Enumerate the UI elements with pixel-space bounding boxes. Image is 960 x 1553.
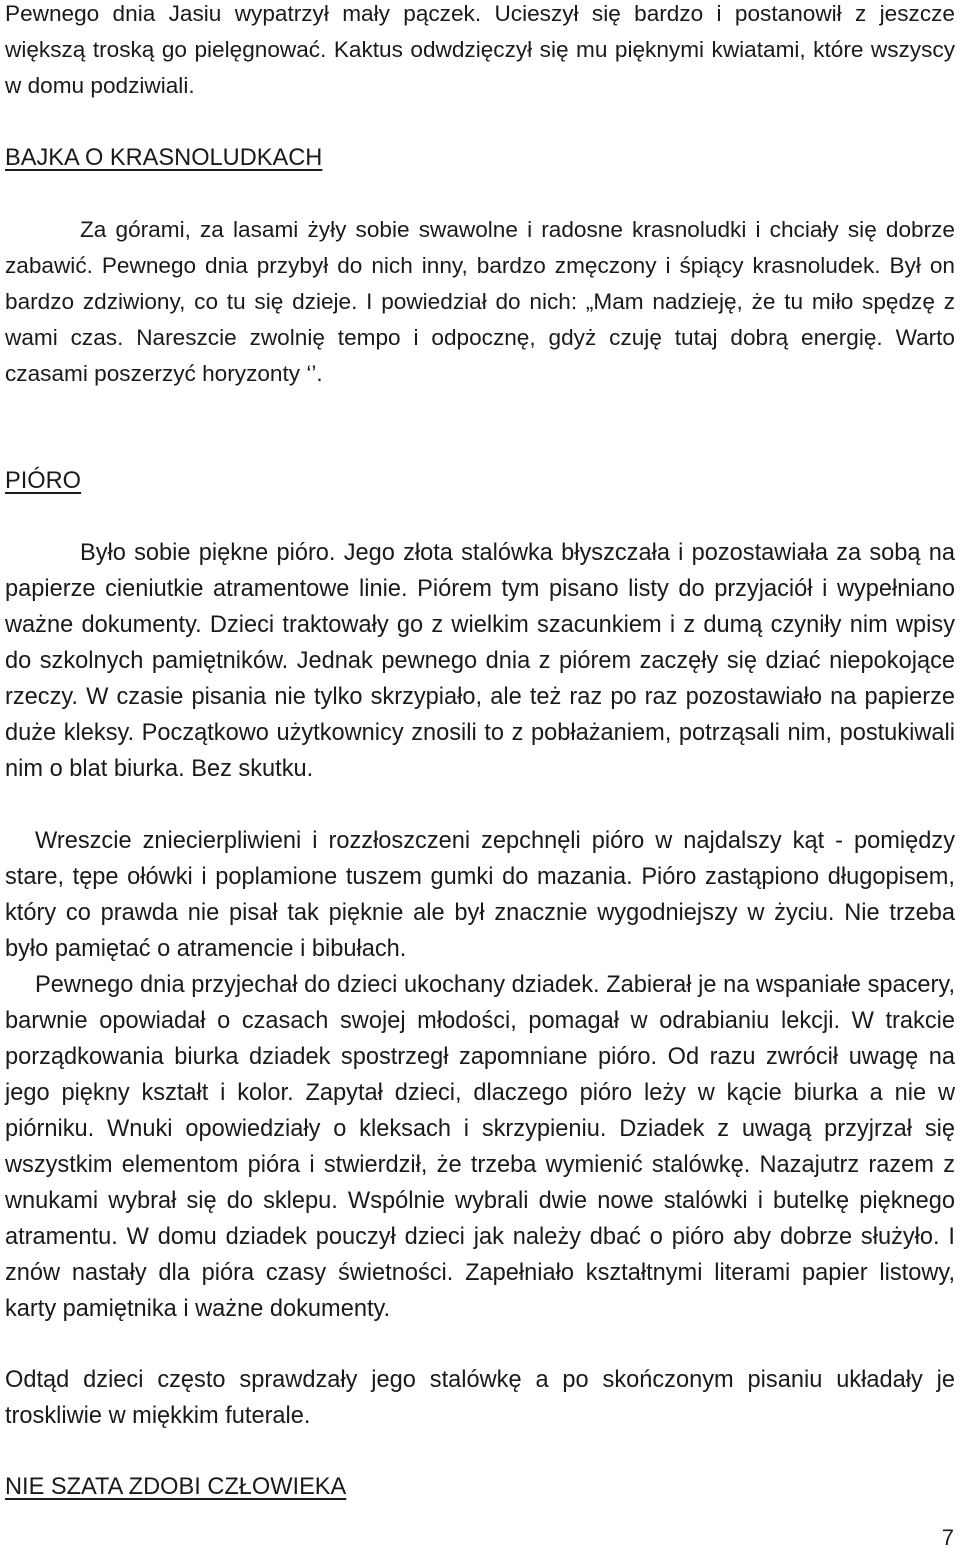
heading-nie-szata-zdobi-czlowieka: NIE SZATA ZDOBI CZŁOWIEKA	[5, 1474, 347, 1500]
paragraph-kaktus-ending: Pewnego dnia Jasiu wypatrzył mały pączek. Ucieszył się bardzo i postanowił z jeszcze większą troską go pielęgnować. Kaktus odwdzięczył się mu pięknymi kwiatami, które wszyscy w domu podziwiali.	[5, 1, 955, 98]
heading-pioro: PIÓRO	[5, 468, 82, 494]
page-number: 7	[941, 1525, 954, 1550]
heading-bajka-o-krasnoludkach: BAJKA O KRASNOLUDKACH	[5, 145, 323, 171]
paragraph-krasnoludki: Za górami, za lasami żyły sobie swawolne i radosne krasnoludki i chciały się dobrze zabawić. Pewnego dnia przybył do nich inny, bardzo zmęczony i śpiący krasnoludek. Był on bardzo zdziwiony, co tu się dzieje. I powiedział do nich: „Mam nadzieję, że tu miło spędzę z wami czas. Nareszcie zwolnię tempo i odpocznę, gdyż czuję tutaj dobrą energię. Warto czasami poszerzyć horyzonty ‘’.	[5, 217, 955, 386]
paragraph-pioro-1: Było sobie piękne pióro. Jego złota stalówka błyszczała i pozostawiała za sobą na papierze cieniutkie atramentowe linie. Piórem tym pisano listy do przyjaciół i wypełniano ważne dokumenty. Dzieci traktowały go z wielkim szacunkiem i z dumą czyniły nim wpisy do szkolnych pamiętników. Jednak pewnego dnia z piórem zaczęły się dziać niepokojące rzeczy. W czasie pisania nie tylko skrzypiało, ale też raz po raz pozostawiało na papierze duże kleksy. Początkowo użytkownicy znosili to z pobłażaniem, potrząsali nim, postukiwali nim o blat biurka. Bez skutku.	[5, 540, 955, 782]
paragraph-pioro-3: Pewnego dnia przyjechał do dzieci ukochany dziadek. Zabierał je na wspaniałe spacery, barwnie opowiadał o czasach swojej młodości, pomagał w odrabianiu lekcji. W trakcie porządkowania biurka dziadek spostrzegł zapomniane pióro. Od razu zwrócił uwagę na jego piękny kształt i kolor. Zapytał dzieci, dlaczego pióro leży w kącie biurka a nie w piórniku. Wnuki opowiedziały o kleksach i skrzypieniu. Dziadek z uwagą przyjrzał się wszystkim elementom pióra i stwierdził, że trzeba wymienić stalówkę. Nazajutrz razem z wnukami wybrał się do sklepu. Wspólnie wybrali dwie nowe stalówki i butelkę pięknego atramentu. W domu dziadek pouczył dzieci jak należy dbać o pióro aby dobrze służyło. I znów nastały dla pióra czasy świetności. Zapełniało kształtnymi literami papier listowy, karty pamiętnika i ważne dokumenty.	[5, 972, 955, 1322]
paragraph-pioro-4: Odtąd dzieci często sprawdzały jego stalówkę a po skończonym pisaniu układały je troskliwie w miękkim futerale.	[5, 1367, 955, 1429]
paragraph-pioro-2: Wreszcie zniecierpliwieni i rozzłoszczeni zepchnęli pióro w najdalszy kąt - pomiędzy stare, tępe ołówki i poplamione tuszem gumki do mazania. Pióro zastąpiono długopisem, który co prawda nie pisał tak pięknie ale był znacznie wygodniejszy w życiu. Nie trzeba było pamiętać o atramencie i bibułach.	[5, 828, 955, 962]
